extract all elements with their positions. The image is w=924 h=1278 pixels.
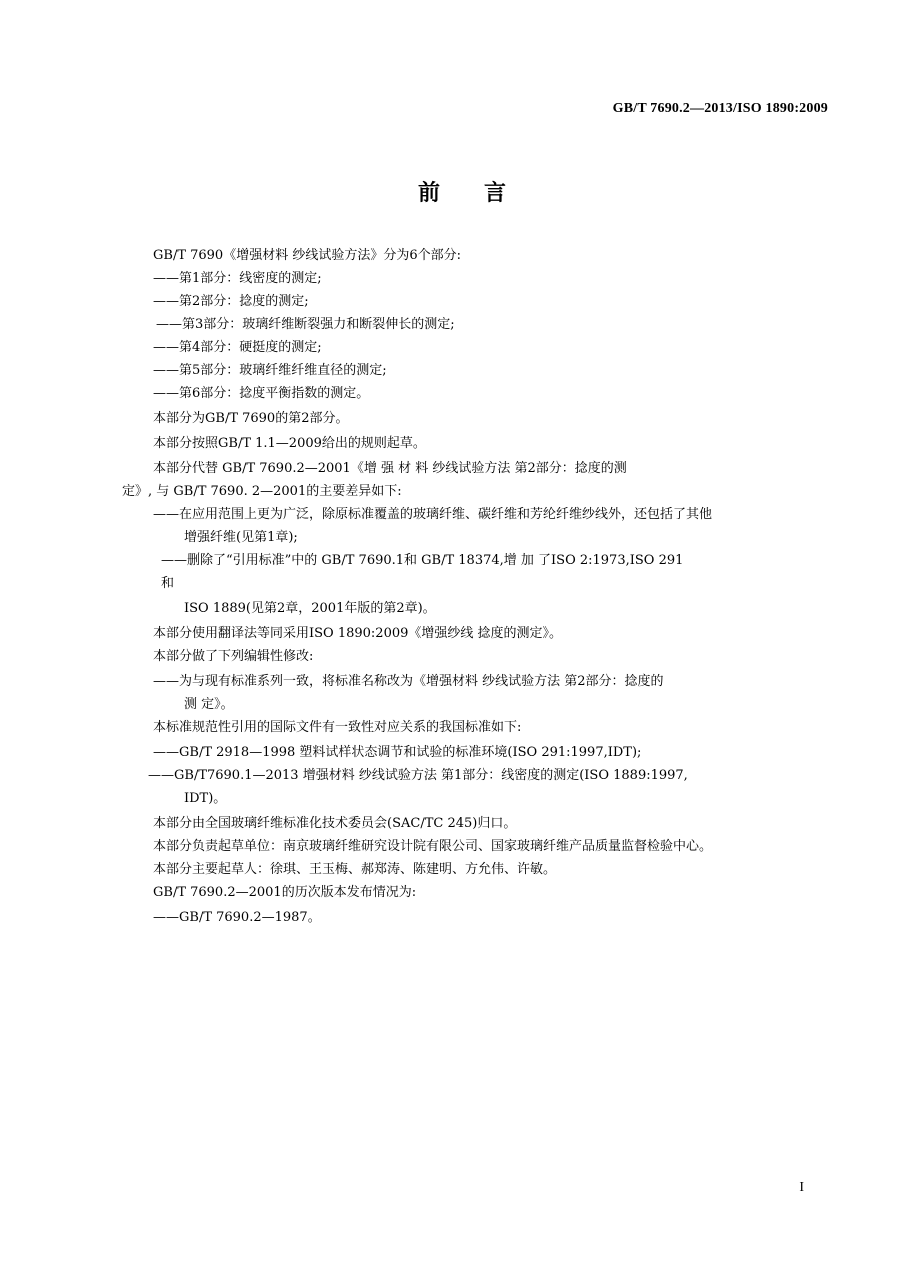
paragraph-line: 本部分为GB/T 7690的第2部分。 xyxy=(153,411,349,426)
part-list-item: ——第1部分：线密度的测定; xyxy=(153,271,322,286)
difference-item-continuation: ISO 1889(见第2章，2001年版的第2章)。 xyxy=(184,601,436,616)
paragraph-line: 本部分使用翻译法等同采用ISO 1890:2009《增强纱线 捻度的测定》。 xyxy=(153,626,563,641)
part-list-item: ——第4部分：硬挺度的测定; xyxy=(153,340,322,355)
reference-item: ——GB/T 2918—1998 塑料试样状态调节和试验的标准环境(ISO 291:1997,IDT); xyxy=(153,745,642,760)
document-body xyxy=(122,244,832,929)
paragraph-line: 本部分代替 GB/T 7690.2—2001《增 强 材 料 纱线试验方法 第2部分：捻度的测 xyxy=(153,461,627,476)
paragraph-line: 本部分由全国玻璃纤维标准化技术委员会(SAC/TC 245)归口。 xyxy=(153,816,517,831)
page-title: 前言 xyxy=(417,181,550,206)
paragraph-line: 本标准规范性引用的国际文件有一致性对应关系的我国标准如下: xyxy=(153,720,522,735)
difference-item-continuation: 和 xyxy=(161,576,175,591)
difference-item-continuation: 增强纤维(见第1章); xyxy=(184,530,298,545)
reference-item: ——GB/T7690.1—2013 增强材料 纱线试验方法 第1部分：线密度的测定(ISO 1889:1997, xyxy=(148,768,688,783)
page-number: I xyxy=(799,1180,804,1195)
part-list-item: ——第2部分：捻度的测定; xyxy=(153,294,309,309)
paragraph-line: 本部分按照GB/T 1.1—2009给出的规则起草。 xyxy=(153,436,426,451)
difference-item: ——在应用范围上更为广泛，除原标准覆盖的玻璃纤维、碳纤维和芳纶纤维纱线外，还包括了其他 xyxy=(153,507,713,522)
difference-item: ——删除了“引用标准”中的 GB/T 7690.1和 GB/T 18374,增 加 了ISO 2:1973,ISO 291 xyxy=(161,553,684,568)
paragraph-line: GB/T 7690.2—2001的历次版本发布情况为: xyxy=(153,885,417,900)
paragraph-line: 本部分负责起草单位：南京玻璃纤维研究设计院有限公司、国家玻璃纤维产品质量监督检验中心。 xyxy=(153,839,713,854)
part-list-item: ——第3部分：玻璃纤维断裂强力和断裂伸长的测定; xyxy=(156,317,455,332)
history-item: ——GB/T 7690.2—1987。 xyxy=(153,910,321,925)
edit-item-continuation: 测 定》。 xyxy=(184,697,234,712)
header-standard-code: GB/T 7690.2—2013/ISO 1890:2009 xyxy=(612,101,828,116)
part-list-item: ——第5部分：玻璃纤维纤维直径的测定; xyxy=(153,363,387,378)
part-list-item: ——第6部分：捻度平衡指数的测定。 xyxy=(153,386,370,401)
paragraph-line: 本部分主要起草人：徐琪、王玉梅、郝郑涛、陈建明、方允伟、许敏。 xyxy=(153,862,557,877)
edit-item: ——为与现有标准系列一致，将标准名称改为《增强材料 纱线试验方法 第2部分：捻度的 xyxy=(153,674,664,689)
reference-item-continuation: IDT)。 xyxy=(184,791,227,806)
paragraph-line: 本部分做了下列编辑性修改: xyxy=(153,649,314,664)
intro-line: GB/T 7690《增强材料 纱线试验方法》分为6个部分: xyxy=(153,248,461,263)
paragraph-continuation: 定》, 与 GB/T 7690. 2—2001的主要差异如下: xyxy=(122,484,402,499)
